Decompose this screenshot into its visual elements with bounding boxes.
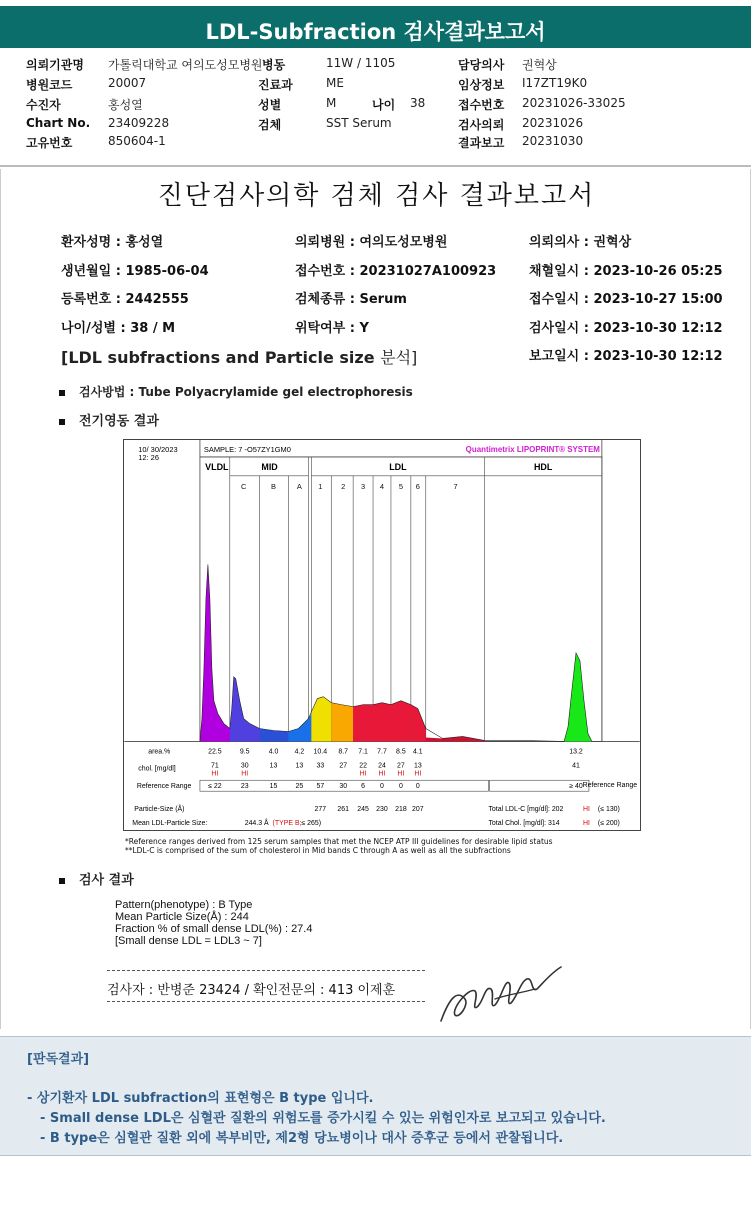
chart-no-label: Chart No. [26, 116, 91, 130]
ward-label: 병동 [262, 58, 286, 72]
reference-cell: ≤ 22 [208, 783, 222, 791]
type-limit: ≤ 265) [301, 820, 322, 828]
area-cell: 10.4 [313, 748, 328, 756]
particle-size-cell: 230 [376, 806, 388, 814]
chart-date: 10/ 30/2023 [138, 444, 178, 454]
judgement-panel [0, 1036, 751, 1156]
specimen-label: 검체 [258, 118, 282, 132]
reference-range-label-right: Reference Range [582, 782, 638, 790]
chol-cell: 24 [378, 762, 386, 770]
judgement-title: [판독결과] [27, 1052, 90, 1067]
judgement-line-2: - Small dense LDL은 심혈관 질환의 위험도를 증가시킬 수 있는 위험인자로 보고되고 있습니다. [40, 1111, 606, 1126]
table-cells [208, 748, 583, 813]
outsourced: 위탁여부 : Y [295, 321, 369, 336]
area-cell: 8.5 [396, 748, 406, 756]
reference-cell: 25 [295, 783, 304, 791]
test-time: 검사일시 : 2023-10-30 12:12 [529, 321, 723, 336]
birth-date: 생년월일 : 1985-06-04 [61, 264, 209, 279]
row-label-area: area.% [148, 748, 171, 756]
chart-time: 12: 26 [138, 452, 159, 462]
total-chol-hi: HI [582, 820, 590, 828]
chol-cell: 22 [359, 762, 367, 770]
hi-flag: HI [359, 770, 367, 778]
age-label: 나이 [372, 98, 396, 112]
hospital-code-value: 20007 [108, 76, 147, 90]
particle-size-cell: 218 [395, 806, 407, 814]
divider [0, 165, 751, 167]
group-label-hdl: HDL [533, 461, 553, 472]
particle-size-cell: 261 [337, 806, 350, 814]
chol-cell: 41 [572, 762, 580, 770]
group-label-ldl: LDL [389, 461, 407, 472]
band-label-4: 4 [379, 481, 385, 491]
sign-line-top [107, 970, 425, 971]
area-cell: 4.0 [268, 748, 279, 756]
group-label-vldl: VLDL [205, 461, 229, 472]
doctor-label: 담당의사 [458, 58, 505, 72]
chart-sample: SAMPLE: 7 -O57ZY1GM0 [203, 444, 291, 454]
report-value: 20231030 [522, 134, 584, 148]
chol-cell: 27 [397, 762, 405, 770]
section-heading-en: [LDL subfractions and Particle size [61, 348, 381, 367]
reference-cell: 23 [240, 783, 249, 791]
sex-value: M [326, 96, 337, 110]
hi-flag: HI [378, 770, 386, 778]
chart-no-value: 23409228 [108, 116, 170, 130]
lipoprint-chart [123, 439, 641, 831]
band-label-6: 6 [415, 481, 420, 491]
institution-value: 가톨릭대학교 여의도성모병원 [108, 58, 263, 72]
area-cell: 7.7 [377, 748, 387, 756]
report-label: 결과보고 [458, 136, 505, 150]
hi-flag: HI [211, 770, 219, 778]
trace-hdl-peak [564, 653, 592, 742]
document-title: 진단검사의학 검체 검사 결과보고서 [157, 181, 596, 211]
area-cell: 4.1 [412, 748, 423, 756]
registration-number: 등록번호 : 2442555 [61, 292, 189, 307]
report-time: 보고일시 : 2023-10-30 12:12 [529, 349, 723, 364]
chol-cell: 13 [295, 762, 304, 770]
receipt-label: 접수번호 [458, 98, 505, 112]
specimen-type: 검체종류 : Serum [295, 292, 407, 307]
row-label-reference: Reference Range [136, 783, 192, 791]
institution-label: 의뢰기관명 [26, 58, 84, 72]
dept-label: 진료과 [258, 78, 293, 92]
reference-cell: 0 [380, 783, 384, 791]
area-cell: 22.5 [208, 748, 222, 756]
request-label: 검사의뢰 [458, 118, 505, 132]
unique-label: 고유번호 [26, 136, 73, 150]
band-label-3: 3 [361, 481, 366, 491]
total-ldl: Total LDL-C [mg/dl]: 202 [488, 806, 564, 814]
group-label-mid: MID [261, 461, 278, 472]
chol-cell: 33 [316, 762, 325, 770]
result-mean-size: Mean Particle Size(Å) : 244 [115, 911, 249, 923]
receipt-number: 접수번호 : 20231027A100923 [295, 264, 497, 279]
signature [435, 959, 569, 1031]
report-document [0, 169, 751, 1029]
result-pattern: Pattern(phenotype) : B Type [115, 899, 253, 911]
chart-title: Quantimetrix LIPOPRINT® SYSTEM [465, 444, 600, 454]
sign-line-bottom [107, 1001, 425, 1002]
receipt-value: 20231026-33025 [522, 96, 626, 110]
age-sex: 나이/성별 : 38 / M [61, 321, 176, 336]
trace-vldl-peak [200, 564, 234, 741]
band-label-1: 1 [318, 481, 323, 491]
requesting-hospital: 의뢰병원 : 여의도성모병원 [295, 235, 448, 250]
section-heading [61, 345, 417, 368]
trace-ldl-3 [353, 705, 373, 742]
row-label-chol: chol. [mg/dl] [138, 765, 176, 773]
band-label-b: B [271, 481, 277, 491]
row-label-mean: Mean LDL-Particle Size: [132, 820, 208, 828]
electrophoresis-text: 전기영동 결과 [79, 414, 159, 429]
request-value: 20231026 [522, 116, 584, 130]
collection-time: 채혈일시 : 2023-10-26 05:25 [529, 264, 723, 279]
chol-cell: 13 [413, 762, 422, 770]
particle-size-cell: 245 [357, 806, 369, 814]
examinee-value: 홍성열 [108, 98, 143, 112]
row-label-particle: Particle-Size (Å) [134, 806, 185, 814]
chol-cell: 13 [269, 762, 278, 770]
total-chol-ref: (≤ 200) [597, 820, 620, 828]
clinical-label: 임상정보 [458, 78, 505, 92]
method-bullet [59, 383, 413, 400]
result-small-dense: [Small dense LDL = LDL3 ~ 7] [115, 935, 262, 947]
band-label-2: 2 [341, 481, 346, 491]
section-heading-ko: 분석] [380, 348, 418, 367]
reference-cell: 6 [361, 783, 366, 791]
judgement-line-1: - 상기환자 LDL subfraction의 표현형은 B type 입니다. [27, 1091, 374, 1106]
electrophoresis-bullet [59, 410, 159, 429]
area-cell: 4.2 [294, 748, 305, 756]
receipt-time: 접수일시 : 2023-10-27 15:00 [529, 292, 723, 307]
reference-cell: 0 [398, 783, 403, 791]
reference-notes: *Reference ranges derived from 125 serum samples that met the NCEP ATP III guidelines for desirable lipid status **LDL-C is comprised of the sum of cholesterol in Mid bands C through A as well as all the subfractions [125, 837, 553, 855]
reference-cell: 15 [269, 783, 278, 791]
mean-size-value: 244.3 Å [244, 820, 269, 828]
particle-size-cell: 207 [412, 806, 424, 814]
trace-ldl-2 [331, 703, 353, 742]
patient-info-table [0, 50, 751, 165]
chol-cell: 27 [339, 762, 348, 770]
total-ldl-ref: (≤ 130) [597, 806, 620, 814]
sex-label: 성별 [258, 98, 282, 112]
age-value: 38 [410, 96, 426, 110]
total-chol: Total Chol. [mg/dl]: 314 [488, 820, 560, 828]
total-ldl-hi: HI [582, 806, 590, 814]
unique-value: 850604-1 [108, 134, 166, 148]
reference-cell: 0 [415, 783, 420, 791]
chol-cell: 30 [240, 762, 249, 770]
reference-cell: 57 [316, 783, 325, 791]
type-label: (TYPE B; [272, 820, 302, 828]
result-fraction: Fraction % of small dense LDL(%) : 27.4 [115, 923, 313, 935]
hospital-code-label: 병원코드 [26, 78, 73, 92]
judgement-line-3: - B type은 심혈관 질환 외에 복부비만, 제2형 당뇨병이나 대사 증후군 등에서 관찰됩니다. [40, 1131, 564, 1146]
trace-ldl-4 [373, 703, 391, 742]
area-cell: 13.2 [569, 748, 583, 756]
band-label-c: C [241, 481, 247, 491]
hi-flag: HI [397, 770, 405, 778]
report-title: LDL-Subfraction 검사결과보고서 [0, 0, 751, 48]
method-text: 검사방법 : Tube Polyacrylamide gel electrophoresis [79, 385, 413, 399]
area-cell: 9.5 [239, 748, 250, 756]
trace-ldl-1 [311, 697, 331, 742]
trace-mid-a [288, 714, 311, 742]
area-cell: 7.1 [358, 748, 368, 756]
dept-value: ME [326, 76, 344, 90]
examinee-label: 수진자 [26, 98, 61, 112]
reference-cell: 30 [339, 783, 348, 791]
reference-cell: ≥ 40 [569, 783, 583, 791]
hi-flag: HI [241, 770, 249, 778]
clinical-value: I17ZT19K0 [522, 76, 588, 90]
trace-ldl-5 [391, 701, 411, 742]
chol-cell: 71 [210, 762, 219, 770]
requesting-doctor: 의뢰의사 : 권혁상 [529, 235, 632, 250]
band-label-5: 5 [398, 481, 403, 491]
trace-mid-c [230, 677, 260, 742]
result-bullet [59, 869, 134, 888]
particle-size-cell: 277 [314, 806, 327, 814]
patient-name: 환자성명 : 홍성열 [61, 235, 164, 250]
result-heading: 검사 결과 [79, 873, 134, 888]
area-cell: 8.7 [338, 748, 349, 756]
specimen-value: SST Serum [326, 116, 392, 130]
band-label-7: 7 [453, 481, 458, 491]
band-label-a: A [296, 481, 302, 491]
inspector-line: 검사자 : 반병준 23424 / 확인전문의 : 413 이제훈 [107, 983, 396, 998]
hi-flag: HI [414, 770, 422, 778]
doctor-value: 권혁상 [522, 58, 557, 72]
result-block [115, 899, 312, 947]
ward-value: 11W / 1105 [326, 56, 396, 70]
